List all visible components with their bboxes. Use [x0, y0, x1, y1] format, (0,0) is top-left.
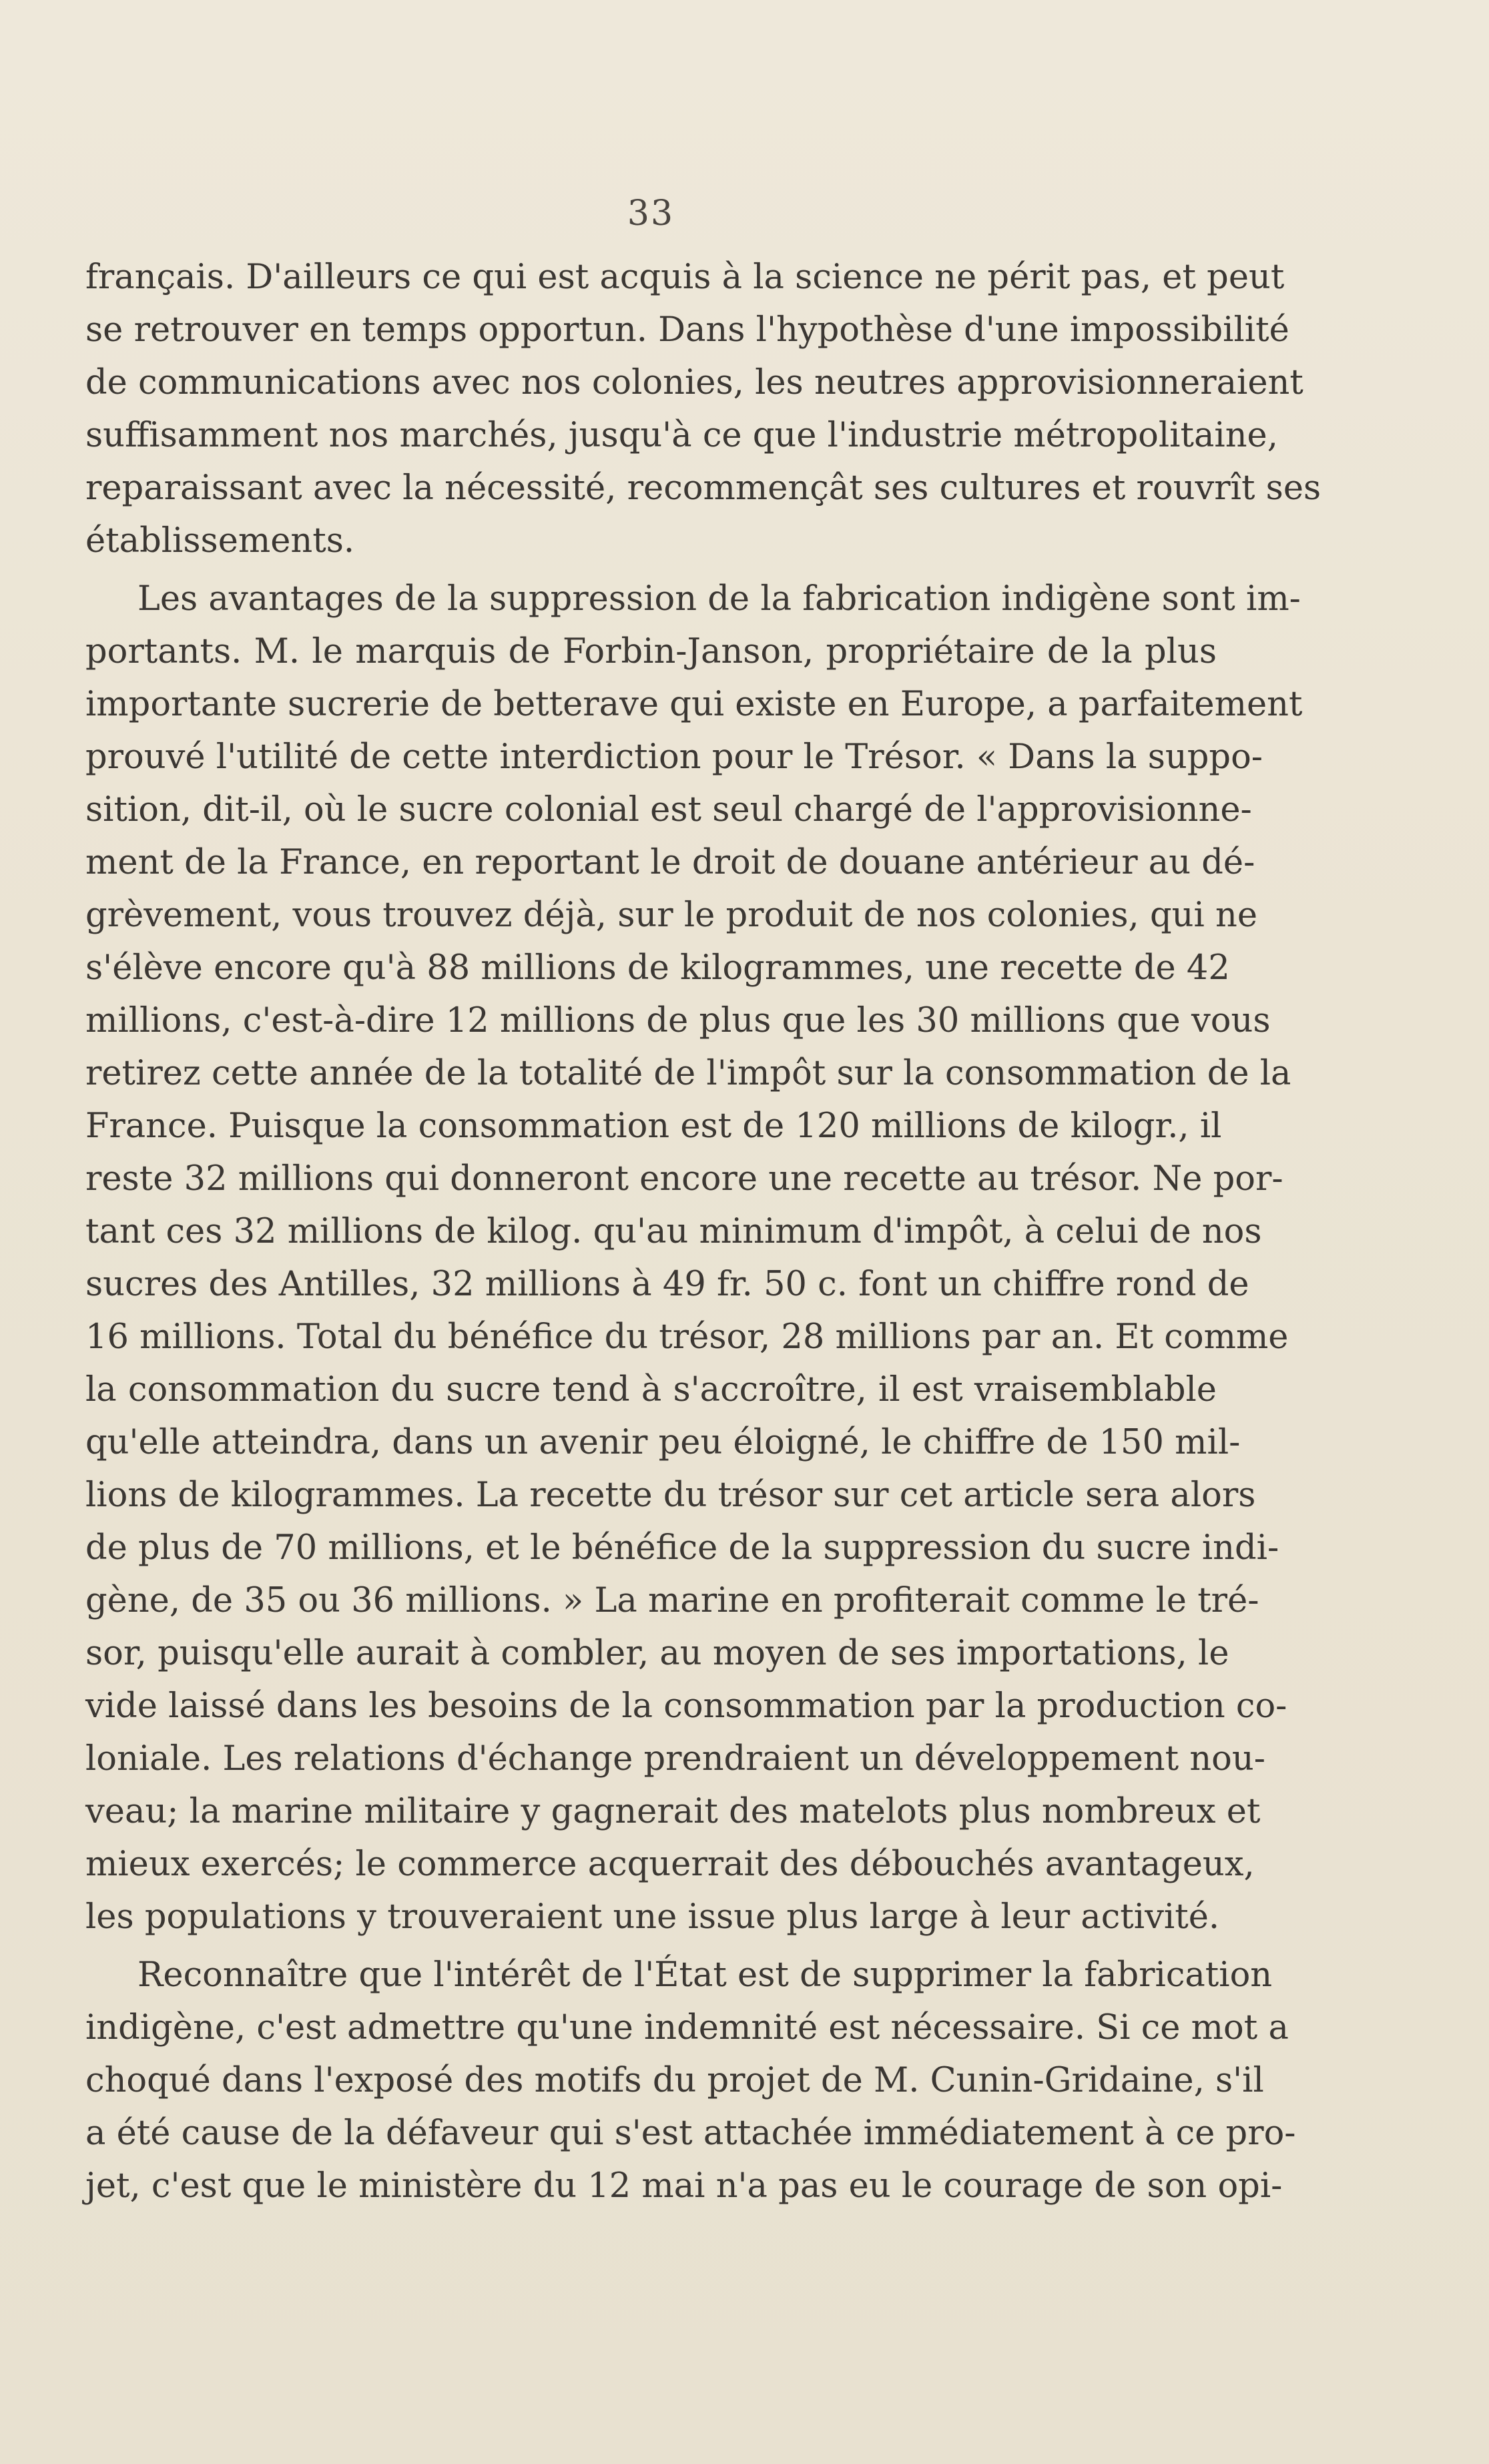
text-line: reparaissant avec la nécessité, recommençât ses cultures et rouvrît ses — [85, 469, 1321, 508]
page-number: 33 — [627, 194, 675, 234]
text-line: ment de la France, en reportant le droit de douane antérieur au dé- — [85, 843, 1255, 882]
text-line: France. Puisque la consommation est de 120 millions de kilogr., il — [85, 1107, 1222, 1146]
text-line: loniale. Les relations d'échange prendraient un développement nou- — [85, 1739, 1265, 1779]
text-line: sucres des Antilles, 32 millions à 49 fr. 50 c. font un chiffre rond de — [85, 1265, 1249, 1304]
text-line: de communications avec nos colonies, les neutres approvisionneraient — [85, 363, 1303, 402]
text-line: sition, dit-il, où le sucre colonial est seul chargé de l'approvisionne- — [85, 790, 1252, 830]
text-line: 16 millions. Total du bénéfice du trésor, 28 millions par an. Et comme — [85, 1317, 1289, 1357]
text-line: indigène, c'est admettre qu'une indemnité est nécessaire. Si ce mot a — [85, 2008, 1289, 2048]
text-line: choqué dans l'exposé des motifs du projet de M. Cunin-Gridaine, s'il — [85, 2061, 1264, 2100]
text-line: vide laissé dans les besoins de la consommation par la production co- — [85, 1686, 1287, 1726]
text-line: lions de kilogrammes. La recette du trésor sur cet article sera alors — [85, 1476, 1256, 1515]
text-line: millions, c'est-à-dire 12 millions de plus que les 30 millions que vous — [85, 1001, 1271, 1040]
text-line: les populations y trouveraient une issue plus large à leur activité. — [85, 1897, 1220, 1937]
text-line: portants. M. le marquis de Forbin-Janson, propriétaire de la plus — [85, 632, 1217, 671]
text-line: grèvement, vous trouvez déjà, sur le produit de nos colonies, qui ne — [85, 896, 1258, 935]
text-line: Les avantages de la suppression de la fabrication indigène sont im- — [137, 579, 1301, 619]
text-line: la consommation du sucre tend à s'accroître, il est vraisemblable — [85, 1370, 1217, 1410]
text-line: veau; la marine militaire y gagnerait des matelots plus nombreux et — [85, 1792, 1261, 1831]
text-line: retirez cette année de la totalité de l'impôt sur la consommation de la — [85, 1054, 1291, 1093]
text-line: se retrouver en temps opportun. Dans l'hypothèse d'une impossibilité — [85, 310, 1289, 350]
text-line: jet, c'est que le ministère du 12 mai n'a pas eu le courage de son opi- — [85, 2166, 1283, 2206]
text-line: sor, puisqu'elle aurait à combler, au moyen de ses importations, le — [85, 1634, 1229, 1673]
text-line: qu'elle atteindra, dans un avenir peu éloigné, le chiffre de 150 mil- — [85, 1423, 1241, 1462]
text-line: établissements. — [85, 521, 355, 561]
text-line: mieux exercés; le commerce acquerrait des débouchés avantageux, — [85, 1845, 1255, 1884]
text-line: prouvé l'utilité de cette interdiction pour le Trésor. « Dans la suppo- — [85, 737, 1263, 777]
text-line: français. D'ailleurs ce qui est acquis à la science ne périt pas, et peut — [85, 258, 1285, 297]
text-line: tant ces 32 millions de kilog. qu'au minimum d'impôt, à celui de nos — [85, 1212, 1262, 1251]
text-line: de plus de 70 millions, et le bénéfice de la suppression du sucre indi- — [85, 1528, 1279, 1568]
text-line: gène, de 35 ou 36 millions. » La marine en profiterait comme le tré- — [85, 1581, 1259, 1620]
text-line: Reconnaître que l'intérêt de l'État est de supprimer la fabrication — [137, 1955, 1273, 1995]
text-line: s'élève encore qu'à 88 millions de kilogrammes, une recette de 42 — [85, 948, 1230, 988]
text-line: importante sucrerie de betterave qui existe en Europe, a parfaitement — [85, 685, 1303, 724]
text-line: a été cause de la défaveur qui s'est attachée immédiatement à ce pro- — [85, 2114, 1296, 2153]
text-line: suffisamment nos marchés, jusqu'à ce que l'industrie métropolitaine, — [85, 416, 1278, 455]
text-line: reste 32 millions qui donneront encore une recette au trésor. Ne por- — [85, 1159, 1283, 1199]
body-text — [85, 251, 1321, 2212]
